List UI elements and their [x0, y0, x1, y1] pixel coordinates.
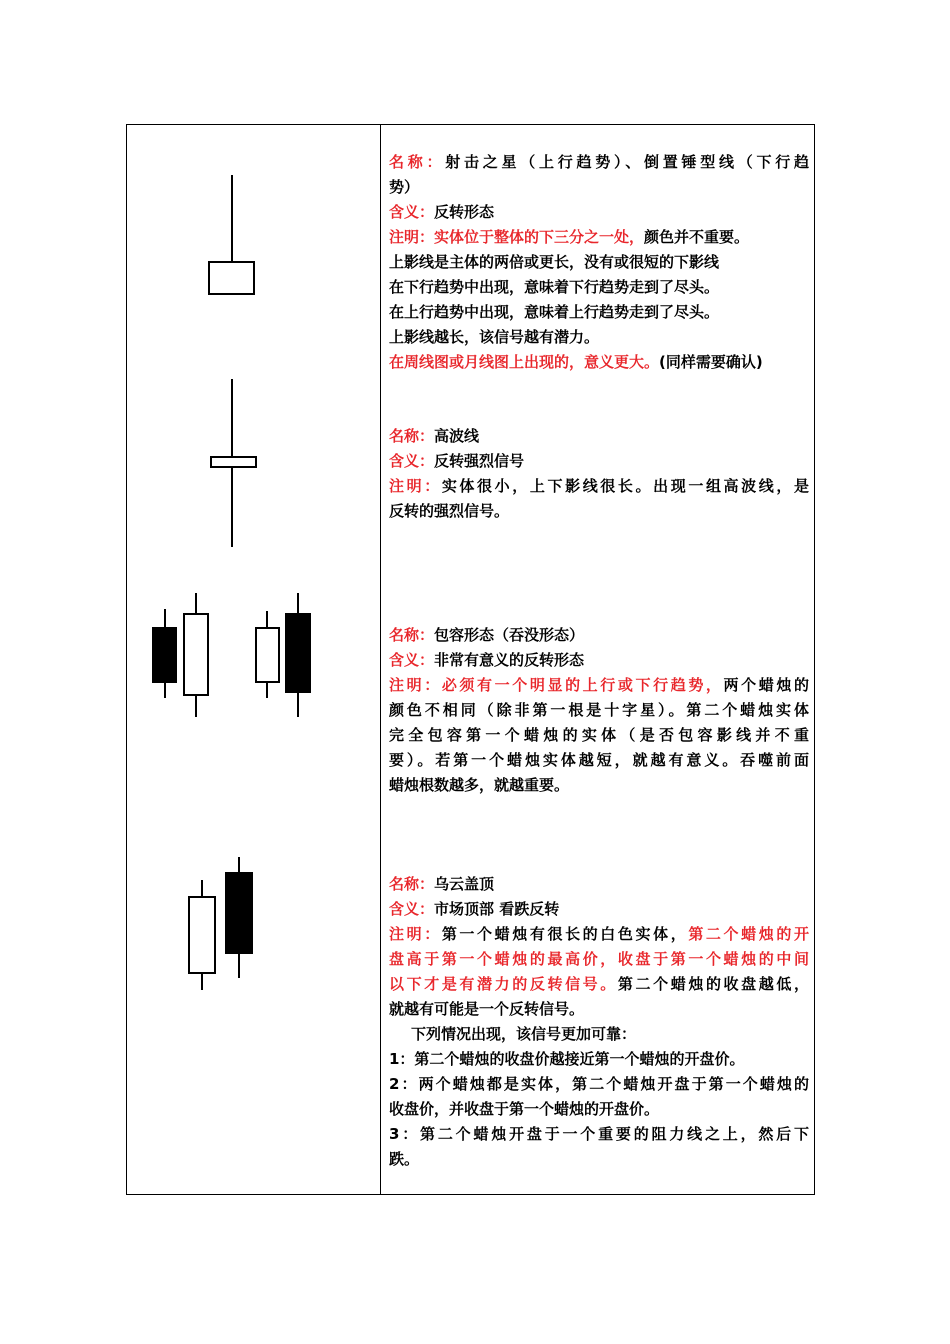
name-label: 名称： — [389, 153, 446, 171]
candlestick-drawings — [127, 125, 380, 1196]
condition-item: 3：第二个蜡烛开盘于一个重要的阻力线之上，然后下 — [389, 1125, 809, 1143]
meaning-text: 非常有意义的反转形态 — [434, 651, 585, 669]
column-divider — [380, 125, 381, 1194]
pattern-name: 高波线 — [434, 427, 480, 445]
high-wave-description — [389, 424, 809, 524]
conditions-intro: 下列情况出现，该信号更加可靠： — [411, 1025, 637, 1043]
meaning-label: 含义： — [389, 900, 435, 918]
note-line: 上影线是主体的两倍或更长，没有或很短的下影线 — [389, 253, 720, 271]
note-text: 颜色并不重要。 — [644, 228, 750, 246]
note-text: 第一个蜡烛有很长的白色实体， — [441, 925, 689, 943]
engulfing-description — [389, 623, 809, 798]
meaning-row — [389, 648, 809, 673]
note-label: 注明： — [389, 676, 442, 694]
note-mixed-line — [389, 972, 809, 997]
pattern-name-row — [389, 424, 809, 449]
note-line: 要）。若第一个蜡烛实体越短，就越有意义。吞噬前面 — [389, 751, 809, 769]
candlestick-illustrations — [127, 125, 380, 1194]
note-text: (同样需要确认) — [659, 353, 763, 371]
meaning-row — [389, 200, 809, 225]
shooting-star-description — [389, 150, 809, 375]
note-label: 注明： — [389, 477, 442, 495]
note-line: 在下行趋势中出现，意味着下行趋势走到了尽头。 — [389, 278, 720, 296]
note-text: 实体很小，上下影线很长。出现一组高波线，是 — [441, 477, 809, 495]
note-text: 第二个蜡烛的收盘越低， — [617, 975, 809, 993]
dark-cloud-cover-candles — [189, 857, 252, 990]
note-line: 就越有可能是一个反转信号。 — [389, 1000, 585, 1018]
meaning-text: 反转强烈信号 — [434, 452, 525, 470]
note-red-text: 必须有一个明显的上行或下行趋势， — [441, 676, 724, 694]
note-line: 反转的强烈信号。 — [389, 502, 510, 520]
note-text: 两个蜡烛的 — [723, 676, 809, 694]
note-line: 蜡烛根数越多，就越重要。 — [389, 776, 570, 794]
meaning-row — [389, 449, 809, 474]
note-last-row — [389, 350, 809, 375]
meaning-label: 含义： — [389, 452, 435, 470]
name-label: 名称： — [389, 427, 435, 445]
bullish-engulfing-candles — [153, 593, 208, 717]
pattern-name-row — [389, 150, 809, 175]
note-row — [389, 673, 809, 698]
note-red-text: 实体位于整体的下三分之一处， — [434, 228, 645, 246]
condition-item: 1：第二个蜡烛的收盘价越接近第一个蜡烛的开盘价。 — [389, 1050, 745, 1068]
condition-item: 2：两个蜡烛都是实体，第二个蜡烛开盘于第一个蜡烛的 — [389, 1075, 809, 1093]
dark-cloud-cover-description — [389, 872, 809, 1172]
pattern-name: 射击之星（上行趋势）、倒置锤型线（下行趋 — [445, 153, 809, 171]
meaning-label: 含义： — [389, 203, 435, 221]
note-red-text: 以下才是有潜力的反转信号。 — [389, 975, 618, 993]
pattern-name-row — [389, 623, 809, 648]
meaning-text: 反转形态 — [434, 203, 495, 221]
pattern-name-cont: 势） — [389, 178, 420, 196]
note-row — [389, 225, 809, 250]
shooting-star-candle — [209, 175, 254, 294]
meaning-row — [389, 897, 809, 922]
name-label: 名称： — [389, 875, 435, 893]
note-line: 颜色不相同（除非第一根是十字星）。第二个蜡烛实体 — [389, 701, 809, 719]
meaning-label: 含义： — [389, 651, 435, 669]
note-row — [389, 922, 809, 947]
name-label: 名称： — [389, 626, 435, 644]
pattern-name-row — [389, 872, 809, 897]
note-row — [389, 474, 809, 499]
note-label: 注明： — [389, 228, 435, 246]
high-wave-candle — [211, 379, 256, 547]
meaning-text: 市场顶部 看跌反转 — [434, 900, 560, 918]
pattern-name: 乌云盖顶 — [434, 875, 495, 893]
condition-item-cont: 收盘价，并收盘于第一个蜡烛的开盘价。 — [389, 1100, 660, 1118]
note-red-text: 第二个蜡烛的开 — [688, 925, 809, 943]
note-line: 完全包容第一个蜡烛的实体（是否包容影线并不重 — [389, 726, 809, 744]
note-line: 上影线越长，该信号越有潜力。 — [389, 328, 600, 346]
note-label: 注明： — [389, 925, 442, 943]
condition-item-cont: 跌。 — [389, 1150, 420, 1168]
note-red-text: 在周线图或月线图上出现的，意义更大。 — [389, 353, 660, 371]
note-red-line: 盘高于第一个蜡烛的最高价，收盘于第一个蜡烛的中间 — [389, 950, 809, 968]
pattern-table — [126, 124, 815, 1195]
note-line: 在上行趋势中出现，意味着上行趋势走到了尽头。 — [389, 303, 720, 321]
pattern-name: 包容形态（吞没形态） — [434, 626, 585, 644]
bearish-engulfing-candles — [256, 593, 310, 717]
